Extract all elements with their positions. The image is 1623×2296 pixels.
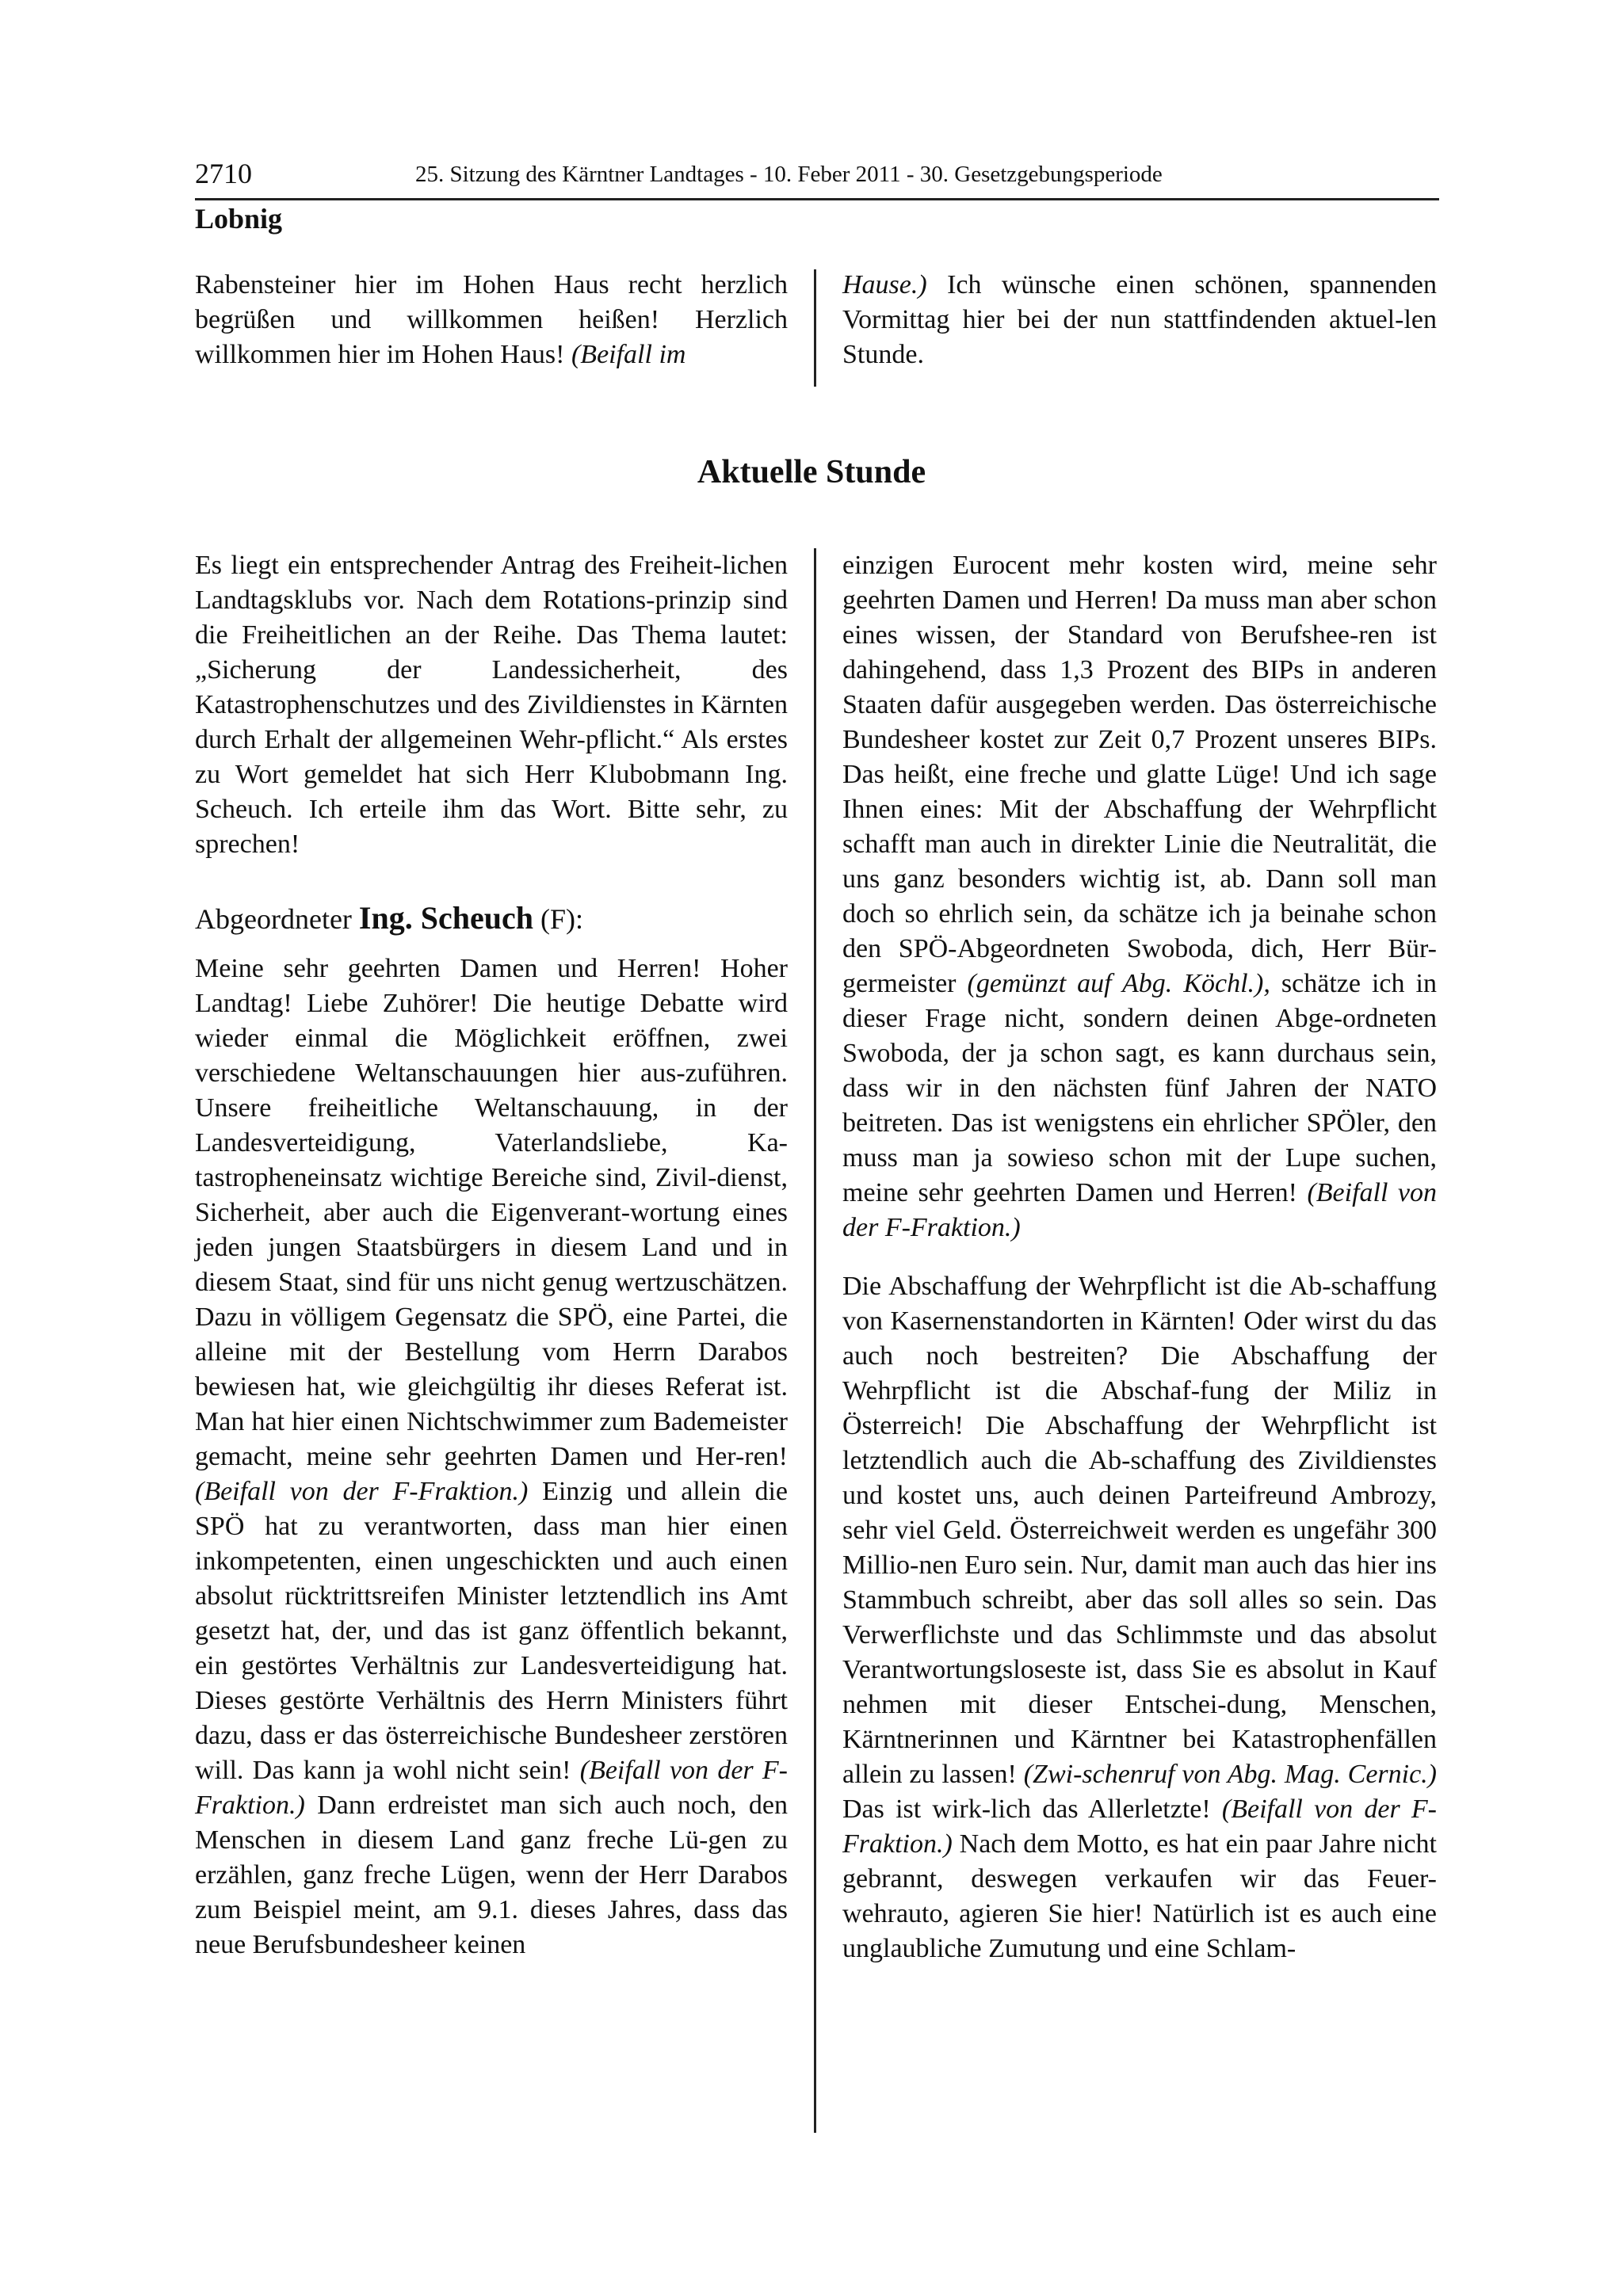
speaker-suffix: (F): <box>533 903 583 935</box>
top-right-column <box>842 268 1437 372</box>
top-right-paragraph <box>842 268 1437 372</box>
interjection: (Beifall von der F-Fraktion.) <box>842 1178 1437 1242</box>
current-speaker-label: Lobnig <box>195 203 283 235</box>
speech-text: Meine sehr geehrten Damen und Herren! Hoher Landtag! Liebe Zuhörer! Die heutige Debatte wird wieder einmal die Möglichkeit eröffnen, zwei verschiedene Weltanschauungen hier aus-zuführen. Unsere freiheitliche Weltanschauung, in der Landesverteidigung, Vaterlandsliebe, Ka-tastropheneinsatz wichtige Bereiche sind, Zivil-dienst, Sicherheit, aber auch die Eigenverant-wortung eines jeden jungen Staatsbürgers in diesem Land und in diesem Staat, sind für uns nicht genug wertzuschätzen. Dazu in völligem Gegensatz die SPÖ, eine Partei, die alleine mit der Bestellung vom Herrn Darabos bewiesen hat, wie gleichgültig ihr dieses Referat ist. Man hat hier einen Nichtschwimmer zum Bademeister gemacht, meine sehr geehrten Damen und Her-ren! <box>195 954 788 1471</box>
speech-text: Einzig und allein die SPÖ hat zu verantworten, dass man hier einen inkompetenten, einen ungeschickten und auch einen absolut rücktrittsreifen Minister letztendlich ins Amt gesetzt hat, der, und das ist ganz öffentlich bekannt, ein gestörtes Verhältnis zur Landesverteidigung hat. Dieses gestörte Verhältnis des Herrn Ministers führt dazu, dass er das österreichische Bundesheer zerstören will. Das kann ja wohl nicht sein! <box>195 1477 789 1785</box>
top-right-interjection: Hause.) <box>842 270 927 299</box>
speaker-line <box>195 898 788 939</box>
speech-text: einzigen Eurocent mehr kosten wird, meine sehr geehrten Damen und Herren! Da muss man aber schon eines wissen, der Standard von Berufshee-ren ist dahingehend, dass 1,3 Prozent des BIPs in anderen Staaten dafür ausgegeben werden. Das österreichische Bundesheer kostet zur Zeit 0,7 Prozent unseres BIPs. Das heißt, eine freche und glatte Lüge! Und ich sage Ihnen eines: Mit der Abschaffung der Wehrpflicht schafft man auch in direkter Linie die Neutralität, die uns ganz besonders wichtig ist, ab. Dann soll man doch so ehrlich sein, da schätze ich ja beinahe schon den SPÖ-Abgeordneten Swoboda, dich, Herr Bür-germeister <box>842 551 1437 998</box>
interjection: (Beifall von der F-Fraktion.) <box>195 1756 788 1820</box>
speech-text: Das ist wirk-lich das Allerletzte! <box>842 1794 1222 1824</box>
interjection: (Beifall von der F-Fraktion.) <box>842 1794 1437 1859</box>
top-left-column <box>195 268 788 372</box>
section-title: Aktuelle Stunde <box>697 454 926 490</box>
speech-text: schätze ich in dieser Frage nicht, sondern deinen Abge-ordneten Swoboda, der ja schon sagt, es kann durchaus sein, dass wir in den nächsten fünf Jahren der NATO beitreten. Das ist wenigstens ein ehrlicher SPÖler, den muss man ja sowieso schon mit der Lupe suchen, meine sehr geehrten Damen und Herren! <box>842 969 1437 1207</box>
speech-text: Nach dem Motto, es hat ein paar Jahre nicht gebrannt, deswegen verkaufen wir das Feuer-wehrauto, agieren Sie hier! Natürlich ist es auch eine unglaubliche Zumutung und eine Schlam- <box>842 1829 1437 1963</box>
interjection: (gemünzt auf Abg. Köchl.), <box>967 969 1270 998</box>
top-left-interjection: (Beifall im <box>571 340 686 369</box>
speaker-prefix: Abgeordneter <box>195 903 359 935</box>
interjection: (Beifall von der F-Fraktion.) <box>195 1477 529 1506</box>
top-left-text: Rabensteiner hier im Hohen Haus recht herzlich begrüßen und willkommen heißen! Herzlich willkommen hier im Hohen Haus! <box>195 270 788 369</box>
speaker-name: Ing. Scheuch <box>358 900 533 936</box>
interjection: (Zwi-schenruf von Abg. Mag. Cernic.) <box>1023 1760 1437 1789</box>
left-column <box>195 548 788 1962</box>
speech-paragraph <box>842 548 1437 1245</box>
top-left-paragraph <box>195 268 788 372</box>
speech-paragraph <box>195 952 788 1962</box>
top-right-text: Ich wünsche einen schönen, spannenden Vormittag hier bei der nun stattfindenden aktuel-len Stunde. <box>842 270 1437 369</box>
speech-paragraph <box>842 1269 1437 1966</box>
speech-text: Dann erdreistet man sich auch noch, den Menschen in diesem Land ganz freche Lü-gen zu erzählen, ganz freche Lügen, wenn der Herr Darabos zum Beispiel meint, am 9.1. dieses Jahres, dass das neue Berufsbundesheer keinen <box>195 1791 788 1959</box>
page-number: 2710 <box>195 158 252 189</box>
speech-text: Die Abschaffung der Wehrpflicht ist die Ab-schaffung von Kasernenstandorten in Kärnten! Oder wirst du das auch noch bestreiten? Die Abschaffung der Wehrpflicht ist die Abschaf-fung der Miliz in Österreich! Die Abschaffung der Wehrpflicht ist letztendlich auch die Ab-schaffung des Zivildienstes und kostet uns, auch deinen Parteifreund Ambrozy, sehr viel Geld. Österreichweit werden es ungefähr 300 Millio-nen Euro sein. Nur, damit man auch das hier ins Stammbuch schreibt, aber das soll alles so sein. Das Verwerflichste und das Schlimmste und das absolut Verantwortungsloseste ist, dass Sie es absolut in Kauf nehmen mit dieser Entschei-dung, Menschen, Kärntnerinnen und Kärntner bei Katastrophenfällen allein zu lassen! <box>842 1272 1437 1789</box>
intro-paragraph: Es liegt ein entsprechender Antrag des Freiheit-lichen Landtagsklubs vor. Nach dem Rotations-prinzip sind die Freiheitlichen an der Reihe. Das Thema lautet: „Sicherung der Landessicherheit, des Katastrophenschutzes und des Zivildienstes in Kärnten durch Erhalt der allgemeinen Wehr-pflicht.“ Als erstes zu Wort gemeldet hat sich Herr Klubobmann Ing. Scheuch. Ich erteile ihm das Wort. Bitte sehr, zu sprechen! <box>195 551 788 859</box>
right-column <box>842 548 1437 1966</box>
column-divider-top <box>814 269 816 387</box>
page-header <box>195 154 1439 200</box>
column-divider-main <box>814 548 816 2133</box>
running-title: 25. Sitzung des Kärntner Landtages - 10. Feber 2011 - 30. Gesetzgebungsperiode <box>415 162 1163 187</box>
